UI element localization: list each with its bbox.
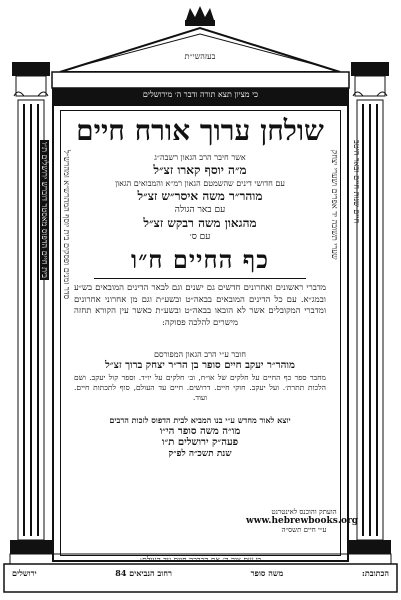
footer-quote: כי שם צוה ה׳ את הברכה חיים עד העולם: (139, 555, 262, 564)
address-city: ירושלים (12, 568, 37, 578)
publisher-year: שנת תשכ״ה לפ״ק (168, 449, 232, 459)
watermark-line-1: הועתק והוכנס לאינטרנט (271, 508, 337, 516)
author-line-4: מוהר״ר משה איסר״ש זצ״ל (137, 189, 263, 203)
main-content (74, 114, 326, 460)
left-pillar (10, 62, 52, 554)
description: מדברי ראשונים ואחרונים חדשים גם ישנים וגם לבאר הדינים המובאים בש״ע ובמג״א. עם כל הדינים המובאים בבאה״ט ובשע״ת וגם מן אחרוני אחרונים ומדברי המקובלים אשר לא הובאו בבאה״ט ובשע״ת כאשר עין הקורא תחזה מישרים להלכה פסוקה: (74, 283, 326, 328)
watermark-url[interactable]: www.hebrewbooks.org (245, 516, 358, 526)
address-label: הכתובת: (361, 568, 389, 578)
author-line-3: עם חדושי דינים שהשמטם הגאון רמ״א והמבואים הגאון (115, 179, 285, 188)
watermark-line-3: ע״י חיים תשס״ה (281, 526, 327, 534)
compiler-line-1: חובר ע״י הרב הגאון המפורסם (154, 350, 246, 359)
pediment (60, 28, 340, 72)
crown-icon (185, 6, 215, 26)
column-left-inner: סדר זמנים ופסקים בית יוסף המהרש״א ומהרש״ל (62, 150, 71, 300)
banner-band (52, 72, 349, 88)
address-street: רחוב הנביאים 84 (115, 568, 172, 578)
top-banner: כי מציון תצא תורה ודבר ה׳ מירושלים (142, 90, 259, 99)
compiler-line-2: מוהר״ר יעקב חיים סופר בן הר״ר יצחק ברוך זצ״ל (105, 360, 295, 371)
author-line-7: עם ס׳ (189, 232, 211, 242)
address-name: משה סופר (250, 568, 284, 578)
author-line-5: עם באר הגולה (174, 205, 226, 215)
author-line-2: מ״ה יוסף קארו זצ״ל (153, 163, 247, 177)
publisher-city: פעה״ק ירושלים ת״ו (161, 437, 239, 448)
column-left-outer: בית חיים הדפוס מאסטר דוברש ירושלים ת״ו (40, 142, 49, 278)
watermark (245, 508, 358, 535)
book-title: שולחן ערוך אורח חיים (76, 114, 324, 147)
bezrat-hashem: בעזהשי״ת (184, 52, 216, 61)
publisher-line-2: מו״ה משה סופר הי״ו (159, 426, 241, 437)
footer-address (12, 568, 389, 578)
divider (94, 278, 306, 279)
author-line-1: אשר חיבר הרב הגאון רשבה״ג (154, 153, 246, 162)
book-subtitle: כף החיים ח״ו (131, 245, 269, 274)
column-right-inner: שערי תשובה יד אפרים ושערי יצחק (330, 150, 339, 260)
column-right-outer: חיים שנות חיים ובאר היטב (352, 140, 361, 224)
right-pillar (349, 62, 391, 554)
compiler-notes: מחבר ספר כף החיים על חלקים של או״ח, וב׳ חלקים על יו״ד. וספר קול יעקב. ושם הלכות תתרת׳. ועל יעקב. חוקי חיים. דרושים. חיים עד העולם, סוף לתכתות חיים. ועוד. (74, 373, 326, 402)
publisher-line-1: יוצא לאור מחדש ע״י בנו המביא לבית הדפוס לזכות הרבים (109, 415, 291, 425)
author-line-6: מהגאון משה רבקש זצ״ל (143, 216, 257, 230)
